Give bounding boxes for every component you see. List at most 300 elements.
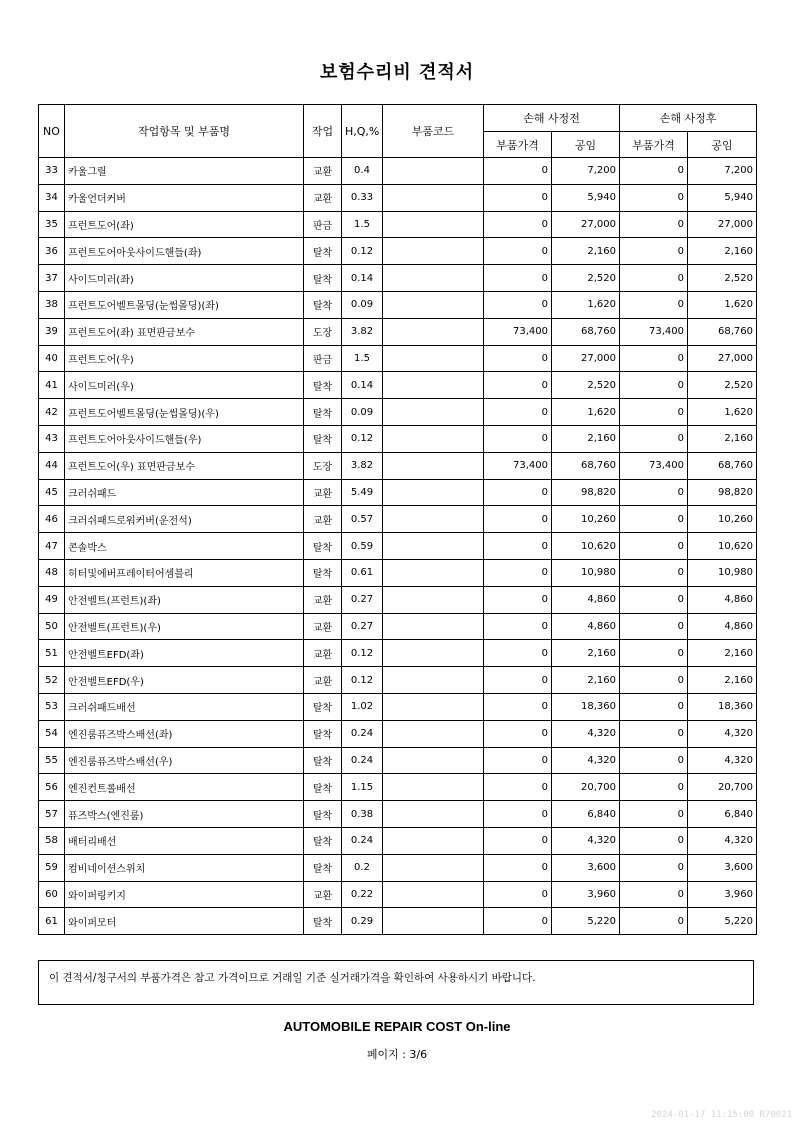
row-before-part-price: 0 (484, 479, 552, 506)
row-item: 퓨즈박스(엔진룸) (65, 801, 304, 828)
header-work: 작업 (304, 105, 342, 158)
row-part-code (383, 881, 484, 908)
row-before-part-price: 0 (484, 211, 552, 238)
row-after-part-price: 0 (620, 399, 688, 426)
row-part-code (383, 291, 484, 318)
row-item: 크러쉬패드 (65, 479, 304, 506)
row-before-part-price: 0 (484, 372, 552, 399)
footer-brand: AUTOMOBILE REPAIR COST On-line (283, 1019, 511, 1034)
row-before-labor: 10,620 (552, 533, 620, 560)
row-before-part-price: 0 (484, 908, 552, 935)
table-row (39, 533, 757, 560)
row-hq: 0.09 (342, 291, 383, 318)
table-row (39, 559, 757, 586)
row-hq: 3.82 (342, 318, 383, 345)
table-row (39, 693, 757, 720)
row-before-labor: 3,960 (552, 881, 620, 908)
row-no: 53 (39, 693, 65, 720)
table-row (39, 586, 757, 613)
table-row (39, 265, 757, 292)
row-hq: 0.24 (342, 827, 383, 854)
row-before-labor: 4,860 (552, 613, 620, 640)
row-after-labor: 2,160 (688, 667, 757, 694)
row-before-part-price: 0 (484, 881, 552, 908)
row-after-labor: 10,620 (688, 533, 757, 560)
row-hq: 0.33 (342, 184, 383, 211)
header-item: 작업항목 및 부품명 (65, 105, 304, 158)
row-after-labor: 4,860 (688, 586, 757, 613)
table-row (39, 372, 757, 399)
row-item: 프런트도어벨트몰딩(눈썹몰딩)(좌) (65, 291, 304, 318)
row-part-code (383, 345, 484, 372)
row-after-part-price: 0 (620, 533, 688, 560)
row-before-labor: 27,000 (552, 345, 620, 372)
row-item: 안전벨트EFD(좌) (65, 640, 304, 667)
row-after-part-price: 0 (620, 559, 688, 586)
notice-box (38, 960, 754, 1005)
row-before-labor: 10,980 (552, 559, 620, 586)
row-before-part-price: 0 (484, 265, 552, 292)
row-item: 프런트도어(우) (65, 345, 304, 372)
row-before-part-price: 0 (484, 586, 552, 613)
row-after-part-price: 0 (620, 479, 688, 506)
row-before-part-price: 73,400 (484, 452, 552, 479)
row-work: 교환 (304, 479, 342, 506)
row-before-part-price: 0 (484, 667, 552, 694)
row-work: 탈착 (304, 559, 342, 586)
header-hq: H,Q,% (342, 105, 383, 158)
row-after-part-price: 0 (620, 158, 688, 185)
row-item: 카울그릴 (65, 158, 304, 185)
document-title: 보험수리비 견적서 (319, 62, 475, 83)
row-item: 컴비네이션스위치 (65, 854, 304, 881)
row-no: 48 (39, 559, 65, 586)
row-after-part-price: 0 (620, 291, 688, 318)
row-before-labor: 68,760 (552, 318, 620, 345)
row-part-code (383, 640, 484, 667)
row-hq: 1.02 (342, 693, 383, 720)
row-before-labor: 2,160 (552, 425, 620, 452)
row-before-labor: 2,160 (552, 667, 620, 694)
row-after-labor: 3,960 (688, 881, 757, 908)
row-after-labor: 10,260 (688, 506, 757, 533)
row-work: 탈착 (304, 854, 342, 881)
row-before-part-price: 73,400 (484, 318, 552, 345)
row-item: 프런트도어(우) 표면판금보수 (65, 452, 304, 479)
row-work: 탈착 (304, 693, 342, 720)
row-part-code (383, 693, 484, 720)
row-no: 37 (39, 265, 65, 292)
row-hq: 0.22 (342, 881, 383, 908)
row-work: 교환 (304, 586, 342, 613)
table-row (39, 774, 757, 801)
row-before-labor: 6,840 (552, 801, 620, 828)
row-before-labor: 2,520 (552, 265, 620, 292)
row-no: 34 (39, 184, 65, 211)
table-row (39, 238, 757, 265)
row-work: 탈착 (304, 908, 342, 935)
row-before-part-price: 0 (484, 747, 552, 774)
row-after-labor: 27,000 (688, 345, 757, 372)
row-before-labor: 4,320 (552, 720, 620, 747)
row-hq: 0.24 (342, 720, 383, 747)
row-after-part-price: 0 (620, 693, 688, 720)
row-part-code (383, 184, 484, 211)
row-after-labor: 1,620 (688, 291, 757, 318)
table-row (39, 613, 757, 640)
row-item: 크러쉬패드배선 (65, 693, 304, 720)
row-work: 탈착 (304, 238, 342, 265)
row-hq: 0.61 (342, 559, 383, 586)
row-after-part-price: 73,400 (620, 452, 688, 479)
row-item: 프런트도어(좌) 표면판금보수 (65, 318, 304, 345)
row-hq: 1.5 (342, 211, 383, 238)
row-part-code (383, 479, 484, 506)
row-after-part-price: 0 (620, 211, 688, 238)
row-before-part-price: 0 (484, 559, 552, 586)
row-part-code (383, 559, 484, 586)
table-row (39, 667, 757, 694)
row-hq: 0.59 (342, 533, 383, 560)
row-item: 프런트도어벨트몰딩(눈썹몰딩)(우) (65, 399, 304, 426)
row-before-labor: 1,620 (552, 399, 620, 426)
row-no: 54 (39, 720, 65, 747)
row-before-part-price: 0 (484, 533, 552, 560)
row-work: 교환 (304, 640, 342, 667)
row-after-labor: 27,000 (688, 211, 757, 238)
row-part-code (383, 827, 484, 854)
table-row (39, 908, 757, 935)
row-before-part-price: 0 (484, 693, 552, 720)
table-row (39, 425, 757, 452)
row-after-part-price: 0 (620, 854, 688, 881)
row-before-part-price: 0 (484, 640, 552, 667)
row-item: 배터리배선 (65, 827, 304, 854)
row-after-labor: 18,360 (688, 693, 757, 720)
row-work: 탈착 (304, 399, 342, 426)
row-hq: 0.12 (342, 425, 383, 452)
row-part-code (383, 667, 484, 694)
row-after-part-price: 0 (620, 881, 688, 908)
row-part-code (383, 533, 484, 560)
row-part-code (383, 238, 484, 265)
row-after-part-price: 0 (620, 184, 688, 211)
row-work: 탈착 (304, 774, 342, 801)
row-item: 안전벨트(프런트)(좌) (65, 586, 304, 613)
row-hq: 3.82 (342, 452, 383, 479)
row-work: 탈착 (304, 425, 342, 452)
row-before-labor: 68,760 (552, 452, 620, 479)
row-after-labor: 4,320 (688, 720, 757, 747)
row-hq: 5.49 (342, 479, 383, 506)
row-item: 사이드미러(좌) (65, 265, 304, 292)
row-part-code (383, 506, 484, 533)
row-after-labor: 68,760 (688, 318, 757, 345)
row-part-code (383, 425, 484, 452)
row-before-labor: 4,320 (552, 747, 620, 774)
row-no: 45 (39, 479, 65, 506)
row-after-part-price: 0 (620, 425, 688, 452)
row-after-part-price: 0 (620, 506, 688, 533)
row-item: 안전벨트(프런트)(우) (65, 613, 304, 640)
print-stamp: 2024-01-17 11:15:00 R70021 (651, 1110, 792, 1120)
header-before-labor: 공임 (552, 132, 620, 158)
row-before-part-price: 0 (484, 801, 552, 828)
row-after-part-price: 0 (620, 613, 688, 640)
header-no: NO (39, 105, 65, 158)
row-item: 엔진컨트롤배선 (65, 774, 304, 801)
row-no: 40 (39, 345, 65, 372)
table-row (39, 291, 757, 318)
row-after-labor: 2,160 (688, 238, 757, 265)
row-no: 42 (39, 399, 65, 426)
row-before-labor: 2,160 (552, 640, 620, 667)
row-after-labor: 68,760 (688, 452, 757, 479)
row-work: 교환 (304, 506, 342, 533)
row-part-code (383, 613, 484, 640)
row-hq: 1.5 (342, 345, 383, 372)
row-before-labor: 1,620 (552, 291, 620, 318)
header-before-adjustment: 손해 사정전 (484, 105, 620, 132)
row-item: 엔진룸퓨즈박스배선(좌) (65, 720, 304, 747)
row-part-code (383, 747, 484, 774)
row-no: 50 (39, 613, 65, 640)
row-after-part-price: 0 (620, 908, 688, 935)
row-hq: 0.24 (342, 747, 383, 774)
row-part-code (383, 372, 484, 399)
row-work: 도장 (304, 452, 342, 479)
row-no: 60 (39, 881, 65, 908)
row-hq: 0.27 (342, 586, 383, 613)
header-after-part-price: 부품가격 (620, 132, 688, 158)
table-row (39, 479, 757, 506)
row-after-part-price: 0 (620, 720, 688, 747)
row-part-code (383, 265, 484, 292)
row-after-part-price: 0 (620, 345, 688, 372)
row-hq: 0.14 (342, 265, 383, 292)
row-work: 교환 (304, 158, 342, 185)
row-work: 탈착 (304, 291, 342, 318)
row-no: 47 (39, 533, 65, 560)
row-after-part-price: 0 (620, 238, 688, 265)
row-before-part-price: 0 (484, 345, 552, 372)
row-before-labor: 4,320 (552, 827, 620, 854)
row-before-part-price: 0 (484, 399, 552, 426)
row-part-code (383, 908, 484, 935)
row-item: 프런트도어(좌) (65, 211, 304, 238)
row-no: 59 (39, 854, 65, 881)
row-hq: 0.27 (342, 613, 383, 640)
row-no: 38 (39, 291, 65, 318)
row-part-code (383, 158, 484, 185)
row-part-code (383, 318, 484, 345)
row-part-code (383, 720, 484, 747)
row-after-labor: 5,940 (688, 184, 757, 211)
row-part-code (383, 452, 484, 479)
notice-text: 이 견적서/청구서의 부품가격은 참고 가격이므로 거래일 기준 실거래가격을 확인하여 사용하시기 바랍니다. (49, 972, 536, 984)
row-work: 교환 (304, 667, 342, 694)
row-before-labor: 20,700 (552, 774, 620, 801)
row-work: 판금 (304, 211, 342, 238)
row-after-labor: 3,600 (688, 854, 757, 881)
row-item: 안전벨트EFD(우) (65, 667, 304, 694)
header-after-labor: 공임 (688, 132, 757, 158)
row-after-labor: 98,820 (688, 479, 757, 506)
row-no: 56 (39, 774, 65, 801)
row-no: 51 (39, 640, 65, 667)
row-work: 교환 (304, 613, 342, 640)
row-before-part-price: 0 (484, 613, 552, 640)
row-no: 44 (39, 452, 65, 479)
row-before-part-price: 0 (484, 291, 552, 318)
row-no: 57 (39, 801, 65, 828)
row-before-labor: 3,600 (552, 854, 620, 881)
row-before-labor: 10,260 (552, 506, 620, 533)
row-after-part-price: 0 (620, 667, 688, 694)
header-before-part-price: 부품가격 (484, 132, 552, 158)
row-before-labor: 5,220 (552, 908, 620, 935)
row-before-part-price: 0 (484, 184, 552, 211)
row-after-part-price: 0 (620, 747, 688, 774)
row-no: 49 (39, 586, 65, 613)
row-after-part-price: 73,400 (620, 318, 688, 345)
table-row (39, 720, 757, 747)
header-after-adjustment: 손해 사정후 (620, 105, 757, 132)
row-after-labor: 10,980 (688, 559, 757, 586)
table-row (39, 452, 757, 479)
row-after-labor: 2,160 (688, 425, 757, 452)
row-no: 39 (39, 318, 65, 345)
row-work: 탈착 (304, 372, 342, 399)
row-before-part-price: 0 (484, 720, 552, 747)
row-before-labor: 27,000 (552, 211, 620, 238)
row-hq: 0.14 (342, 372, 383, 399)
row-part-code (383, 399, 484, 426)
row-after-part-price: 0 (620, 774, 688, 801)
row-before-labor: 2,520 (552, 372, 620, 399)
row-work: 도장 (304, 318, 342, 345)
row-after-labor: 4,320 (688, 827, 757, 854)
row-no: 41 (39, 372, 65, 399)
row-no: 36 (39, 238, 65, 265)
table-row (39, 881, 757, 908)
row-no: 55 (39, 747, 65, 774)
row-before-part-price: 0 (484, 854, 552, 881)
estimate-table (38, 104, 757, 935)
row-no: 52 (39, 667, 65, 694)
row-before-labor: 5,940 (552, 184, 620, 211)
table-row (39, 211, 757, 238)
row-item: 와이퍼모터 (65, 908, 304, 935)
row-after-part-price: 0 (620, 265, 688, 292)
row-after-labor: 6,840 (688, 801, 757, 828)
row-hq: 0.4 (342, 158, 383, 185)
row-hq: 0.12 (342, 640, 383, 667)
row-work: 탈착 (304, 265, 342, 292)
row-no: 33 (39, 158, 65, 185)
row-before-labor: 18,360 (552, 693, 620, 720)
row-item: 크러쉬패드로워커버(운전석) (65, 506, 304, 533)
table-row (39, 345, 757, 372)
row-work: 탈착 (304, 801, 342, 828)
row-hq: 1.15 (342, 774, 383, 801)
table-row (39, 506, 757, 533)
header-part-code: 부품코드 (383, 105, 484, 158)
row-item: 프런트도어아웃사이드핸들(좌) (65, 238, 304, 265)
row-work: 판금 (304, 345, 342, 372)
row-work: 탈착 (304, 747, 342, 774)
row-hq: 0.57 (342, 506, 383, 533)
row-part-code (383, 854, 484, 881)
row-after-part-price: 0 (620, 372, 688, 399)
row-work: 교환 (304, 881, 342, 908)
table-row (39, 747, 757, 774)
row-item: 사이드미러(우) (65, 372, 304, 399)
row-after-labor: 1,620 (688, 399, 757, 426)
row-after-part-price: 0 (620, 827, 688, 854)
row-after-labor: 4,320 (688, 747, 757, 774)
row-work: 탈착 (304, 720, 342, 747)
row-after-part-price: 0 (620, 586, 688, 613)
row-no: 58 (39, 827, 65, 854)
table-row (39, 827, 757, 854)
row-after-labor: 2,520 (688, 372, 757, 399)
row-before-labor: 98,820 (552, 479, 620, 506)
row-item: 히터및에버프레이터어셈블리 (65, 559, 304, 586)
row-hq: 0.2 (342, 854, 383, 881)
row-part-code (383, 586, 484, 613)
row-part-code (383, 211, 484, 238)
row-item: 카울언더커버 (65, 184, 304, 211)
row-item: 와이퍼링키지 (65, 881, 304, 908)
row-item: 엔진룸퓨즈박스배선(우) (65, 747, 304, 774)
row-before-part-price: 0 (484, 158, 552, 185)
row-before-labor: 4,860 (552, 586, 620, 613)
row-no: 61 (39, 908, 65, 935)
row-part-code (383, 801, 484, 828)
row-after-labor: 4,860 (688, 613, 757, 640)
row-after-labor: 2,520 (688, 265, 757, 292)
row-after-labor: 7,200 (688, 158, 757, 185)
row-no: 46 (39, 506, 65, 533)
row-before-part-price: 0 (484, 506, 552, 533)
table-row (39, 854, 757, 881)
page-number: 페이지 : 3/6 (366, 1048, 428, 1061)
table-body (39, 158, 757, 935)
row-hq: 0.38 (342, 801, 383, 828)
table-row (39, 640, 757, 667)
table-row (39, 158, 757, 185)
table-row (39, 801, 757, 828)
row-hq: 0.12 (342, 238, 383, 265)
row-work: 교환 (304, 184, 342, 211)
row-after-labor: 5,220 (688, 908, 757, 935)
row-item: 프런트도어아웃사이드핸들(우) (65, 425, 304, 452)
row-part-code (383, 774, 484, 801)
table-row (39, 184, 757, 211)
row-before-labor: 7,200 (552, 158, 620, 185)
row-no: 43 (39, 425, 65, 452)
row-no: 35 (39, 211, 65, 238)
row-after-part-price: 0 (620, 640, 688, 667)
row-hq: 0.12 (342, 667, 383, 694)
row-hq: 0.29 (342, 908, 383, 935)
row-after-labor: 20,700 (688, 774, 757, 801)
table-row (39, 399, 757, 426)
row-item: 콘솔박스 (65, 533, 304, 560)
row-before-part-price: 0 (484, 774, 552, 801)
row-before-part-price: 0 (484, 425, 552, 452)
